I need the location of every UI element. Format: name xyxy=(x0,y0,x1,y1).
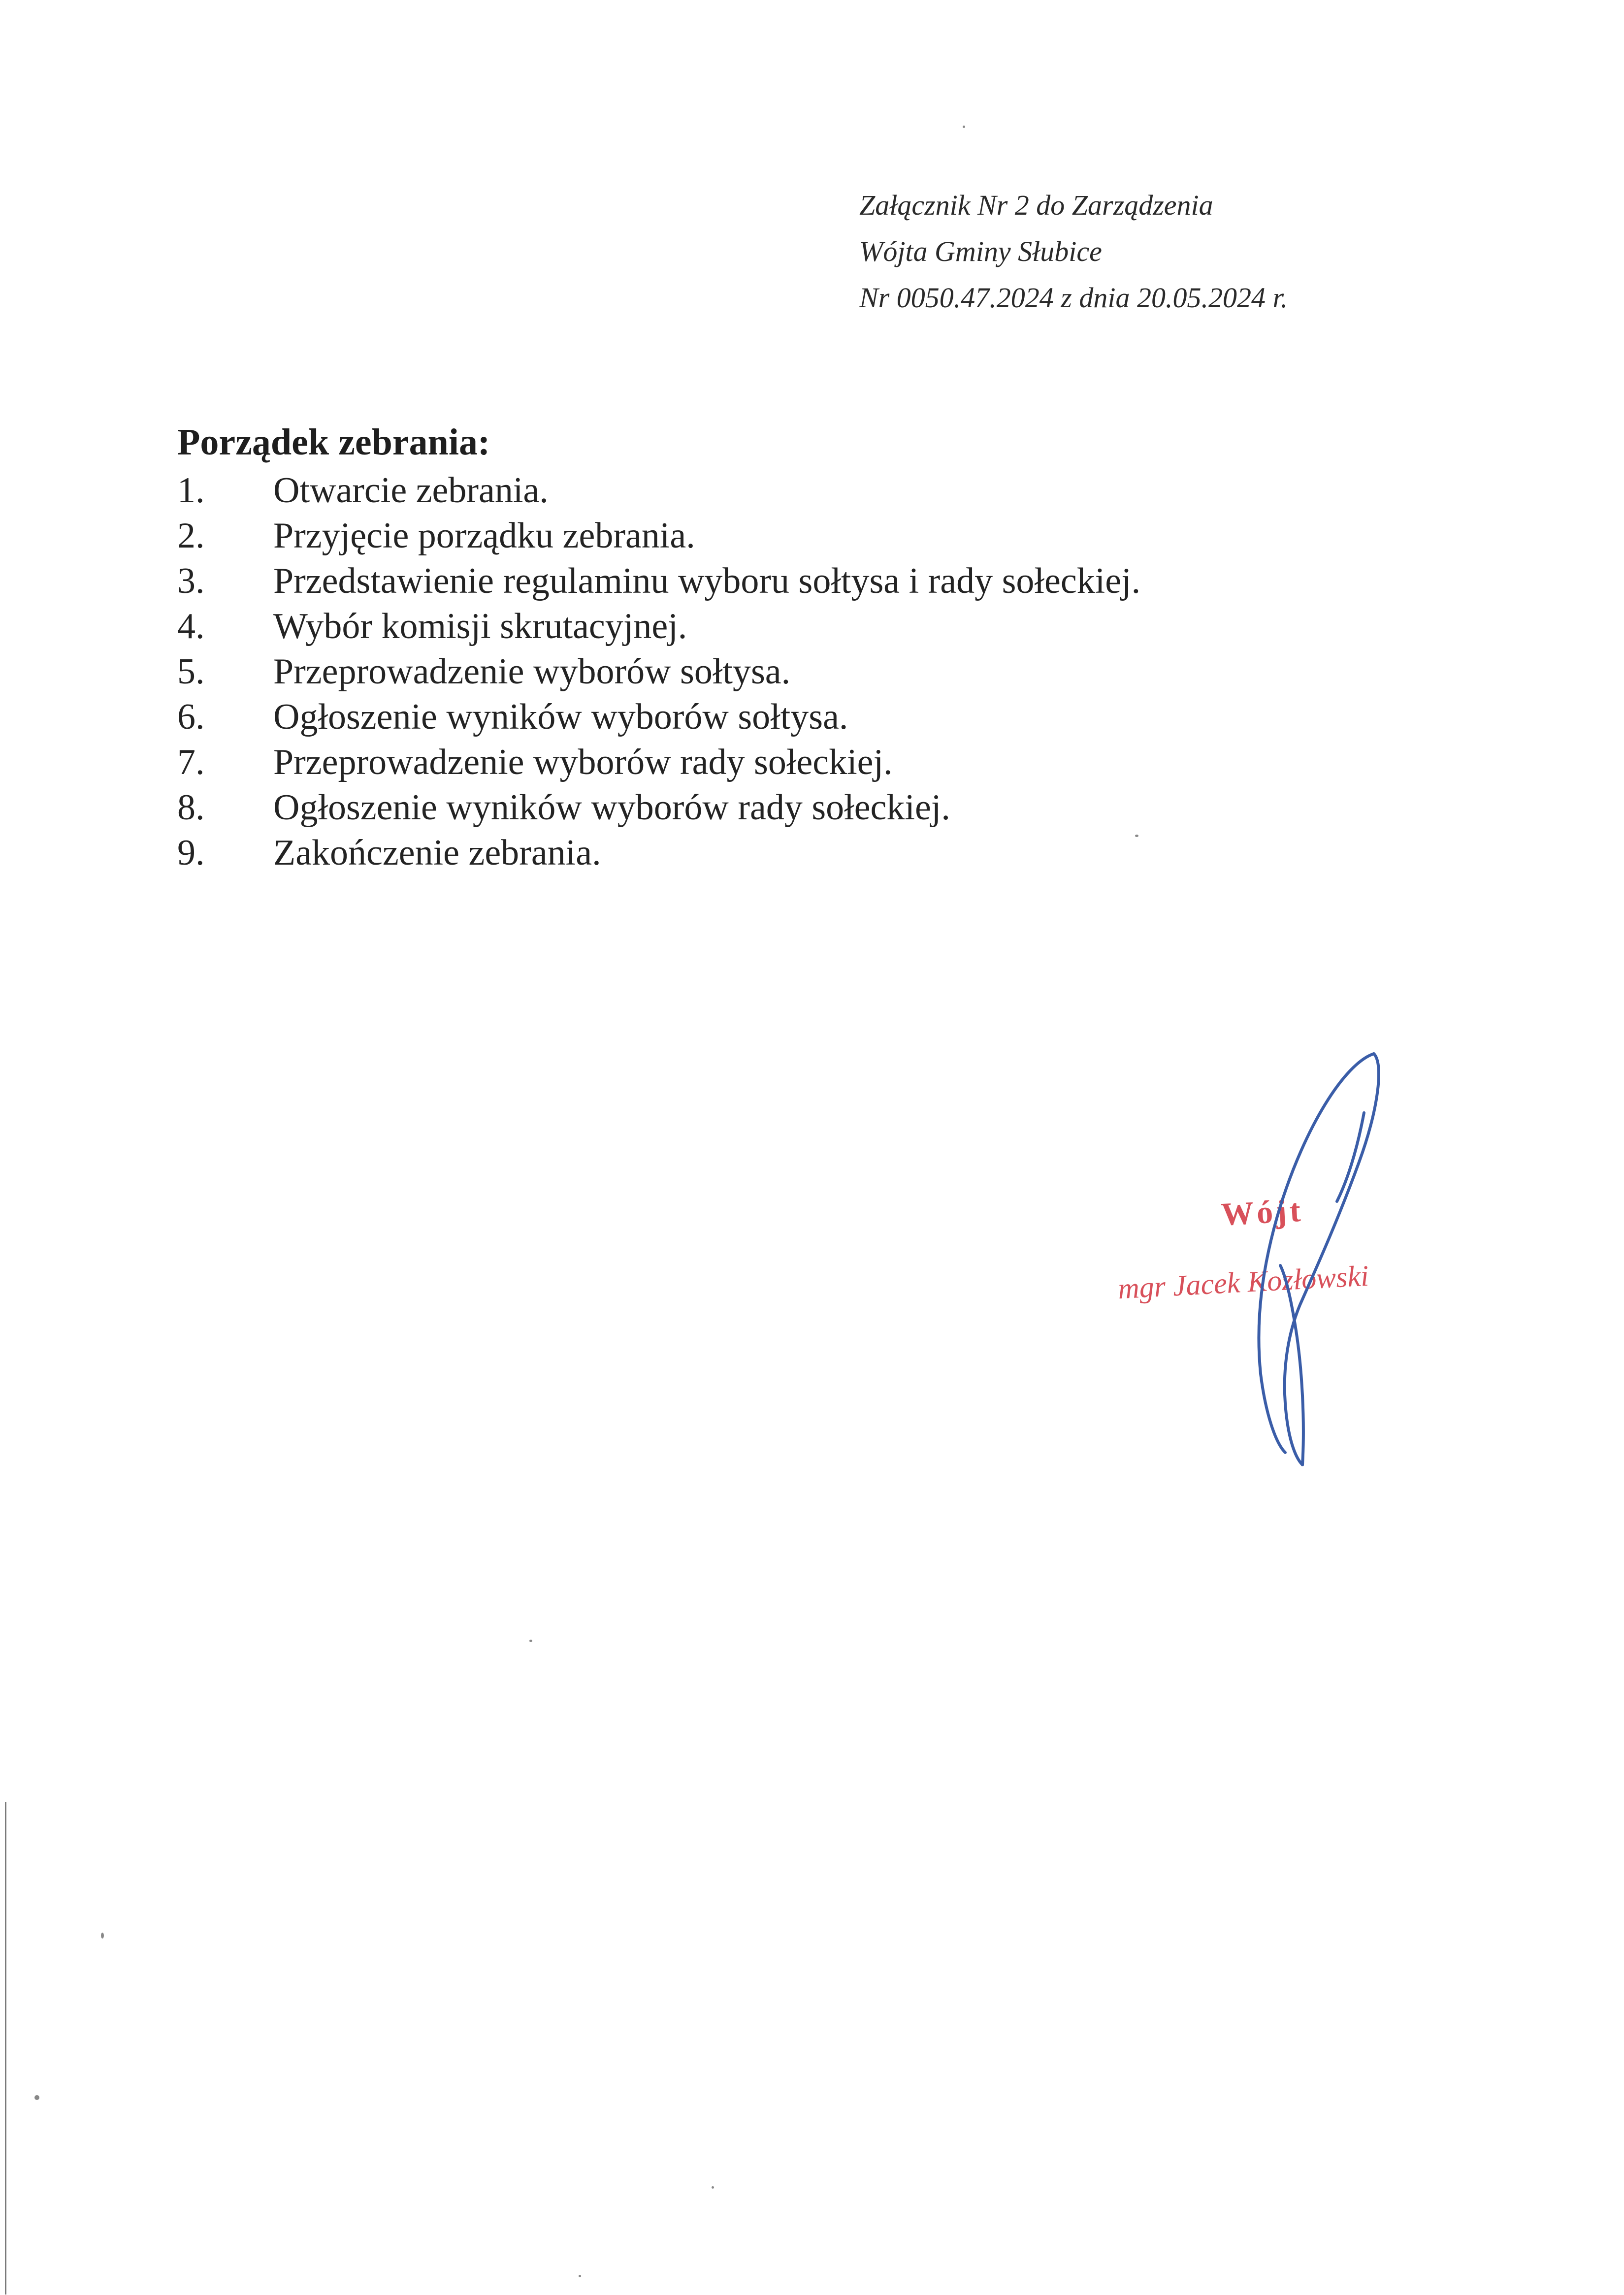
agenda-list xyxy=(177,468,1140,875)
scan-speck xyxy=(579,2275,581,2277)
agenda-item-text: Przeprowadzenie wyborów rady sołeckiej. xyxy=(273,742,893,782)
agenda-item xyxy=(177,649,1140,694)
agenda-item xyxy=(177,558,1140,604)
scan-speck xyxy=(1135,835,1138,837)
scan-margin-line xyxy=(5,1802,6,2295)
agenda-item-number: 7. xyxy=(177,742,205,782)
agenda-item-text: Wybór komisji skrutacyjnej. xyxy=(273,606,687,646)
scan-speck xyxy=(34,2095,39,2100)
annex-header-line-2: Wójta Gminy Słubice xyxy=(859,235,1102,267)
stamp-name: mgr Jacek Kozłowski xyxy=(1117,1259,1370,1305)
handwritten-signature-icon xyxy=(1221,1049,1408,1467)
agenda-item-number: 9. xyxy=(177,833,205,873)
signature-strokes xyxy=(1259,1054,1379,1465)
agenda-item-text: Ogłoszenie wyników wyborów rady sołeckiej. xyxy=(273,787,950,828)
scan-speck xyxy=(963,126,965,128)
scan-speck xyxy=(712,2186,714,2189)
agenda-item-text: Przyjęcie porządku zebrania. xyxy=(273,516,695,556)
agenda-item xyxy=(177,604,1140,649)
agenda-item-number: 6. xyxy=(177,697,205,737)
agenda-title: Porządek zebrania: xyxy=(177,421,490,463)
scan-speck xyxy=(101,1933,104,1939)
agenda-item-number: 8. xyxy=(177,787,205,828)
annex-header-line-1: Załącznik Nr 2 do Zarządzenia xyxy=(859,189,1213,221)
agenda-item xyxy=(177,694,1140,740)
agenda-item-text: Przeprowadzenie wyborów sołtysa. xyxy=(273,651,791,692)
agenda-item xyxy=(177,785,1140,830)
annex-header-line-3: Nr 0050.47.2024 z dnia 20.05.2024 r. xyxy=(859,282,1288,314)
agenda-item xyxy=(177,830,1140,875)
agenda-item-number: 2. xyxy=(177,516,205,556)
agenda-item-number: 1. xyxy=(177,470,205,511)
agenda-item-text: Otwarcie zebrania. xyxy=(273,470,549,511)
agenda-item-number: 5. xyxy=(177,651,205,692)
stamp-title: Wójt xyxy=(1220,1192,1304,1233)
agenda-item-number: 4. xyxy=(177,606,205,646)
scan-speck xyxy=(529,1640,532,1642)
agenda-item xyxy=(177,513,1140,558)
agenda-item-text: Ogłoszenie wyników wyborów sołtysa. xyxy=(273,697,848,737)
agenda-item-text: Zakończenie zebrania. xyxy=(273,833,601,873)
agenda-item xyxy=(177,740,1140,785)
annex-header xyxy=(859,182,1288,321)
agenda-item-text: Przedstawienie regulaminu wyboru sołtysa i rady sołeckiej. xyxy=(273,561,1141,601)
agenda-item xyxy=(177,468,1140,513)
agenda-item-number: 3. xyxy=(177,561,205,601)
